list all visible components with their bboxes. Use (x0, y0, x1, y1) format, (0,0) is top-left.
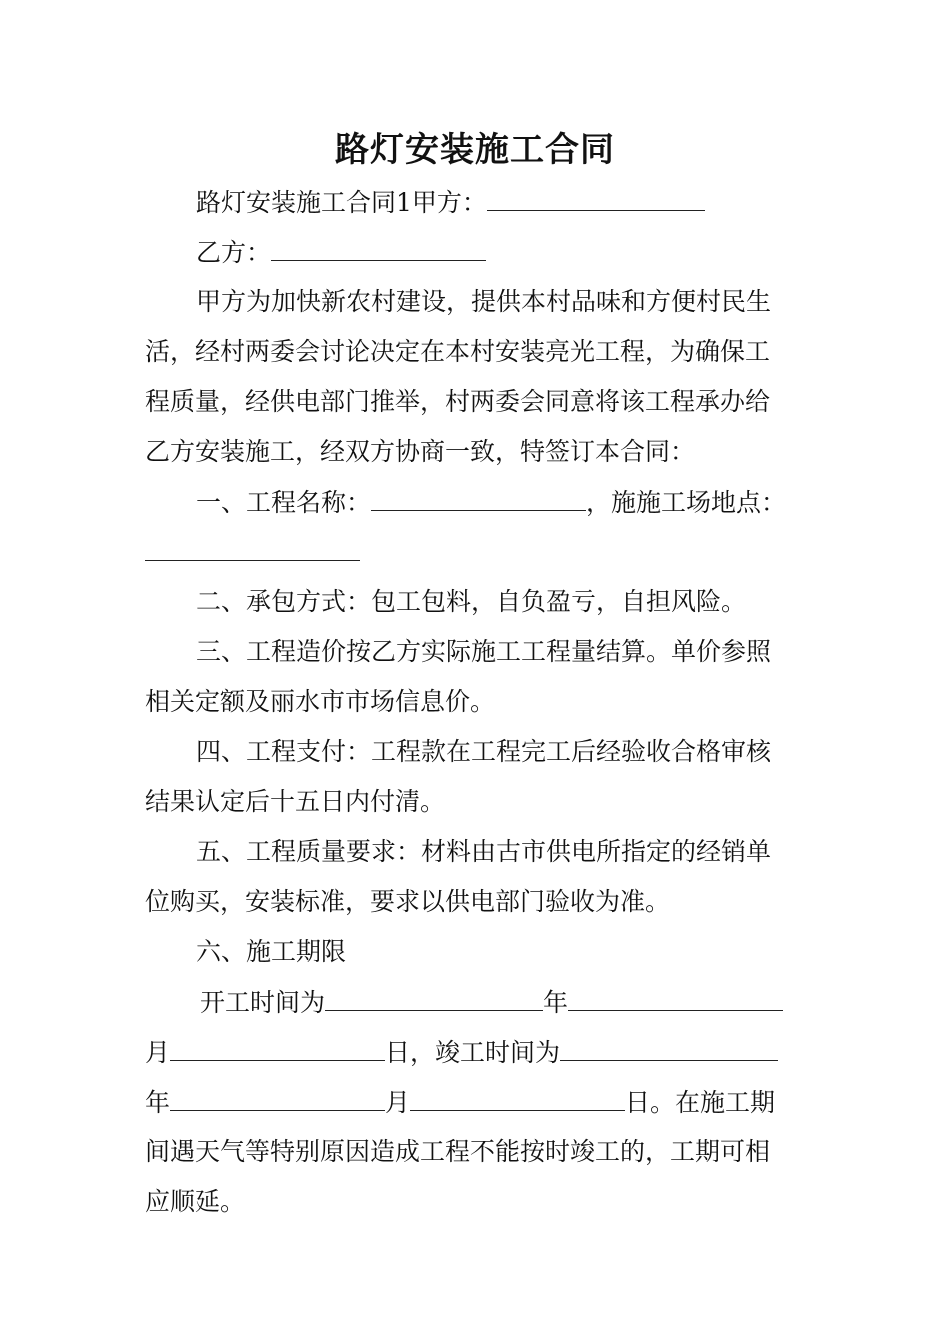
month-day-line (145, 1034, 810, 1071)
paragraph-line: 甲方为加快新农村建设，提供本村品味和方便村民生 (196, 287, 772, 316)
year-label: 年 (145, 1088, 171, 1117)
start-date-blank (325, 984, 543, 1011)
party-a-line (196, 184, 861, 221)
paragraph-line: 乙方安装施工，经双方协商一致，特签订本合同： (145, 437, 696, 466)
start-time-label: 开工时间为 (200, 988, 326, 1017)
party-b-blank (271, 234, 486, 261)
site-location-line (145, 534, 810, 571)
day-label: 日。在施工期 (625, 1088, 776, 1117)
party-b-line (196, 234, 861, 271)
month-label: 月 (385, 1088, 411, 1117)
paragraph-line: 相关定额及丽水市市场信息价。 (145, 687, 496, 716)
start-date-blank (170, 1034, 385, 1061)
completion-time-label: 日，竣工时间为 (385, 1038, 561, 1067)
clause-5-line: 五、工程质量要求：材料由古市供电所指定的经销单 (196, 837, 772, 866)
clause-2-line: 二、承包方式：包工包料，自负盈亏，自担风险。 (196, 587, 747, 616)
start-time-line (200, 984, 865, 1021)
year-label: 年 (543, 988, 569, 1017)
clause-3-line: 三、工程造价按乙方实际施工工程量结算。单价参照 (196, 637, 772, 666)
document-title: 路灯安装施工合同 (335, 130, 615, 170)
site-location-label: ，施施工场地点： (586, 488, 787, 517)
start-date-blank (568, 984, 783, 1011)
party-a-blank (487, 184, 705, 211)
clause-4-line: 四、工程支付：工程款在工程完工后经验收合格审核 (196, 737, 772, 766)
project-name-label: 一、工程名称： (196, 488, 372, 517)
party-a-label: 路灯安装施工合同1甲方： (196, 188, 487, 217)
party-b-label: 乙方： (196, 238, 272, 267)
paragraph-line: 程质量，经供电部门推举，村两委会同意将该工程承办给 (145, 387, 771, 416)
paragraph-line: 应顺延。 (145, 1187, 246, 1216)
clause-1-line (196, 484, 861, 521)
paragraph-line: 结果认定后十五日内付清。 (145, 787, 446, 816)
end-date-blank (410, 1084, 625, 1111)
paragraph-line: 位购买，安装标准，要求以供电部门验收为准。 (145, 887, 671, 916)
end-date-blank (170, 1084, 385, 1111)
paragraph-line: 活，经村两委会讨论决定在本村安装亮光工程，为确保工 (145, 337, 771, 366)
project-name-blank (371, 484, 586, 511)
site-location-blank (145, 534, 360, 561)
completion-date-line (145, 1084, 810, 1121)
month-label: 月 (145, 1038, 171, 1067)
paragraph-line: 间遇天气等特别原因造成工程不能按时竣工的，工期可相 (145, 1137, 771, 1166)
clause-6-heading: 六、施工期限 (196, 937, 347, 966)
end-date-blank (560, 1034, 778, 1061)
